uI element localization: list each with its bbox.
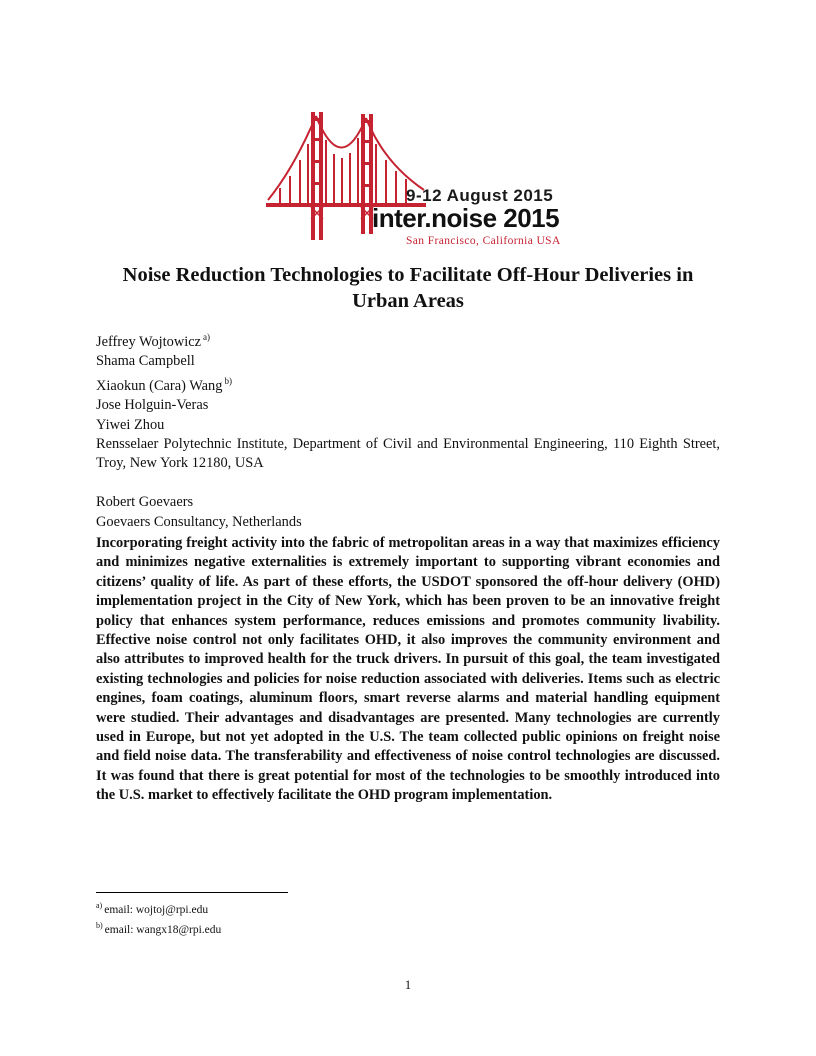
author-name: Robert Goevaers <box>96 494 194 511</box>
author-line <box>96 396 720 415</box>
affiliation: Goevaers Consultancy, Netherlands <box>96 513 302 530</box>
author-name: Jeffrey Wojtowicz <box>96 334 202 350</box>
footnote-mark: b) <box>96 921 103 930</box>
author-line <box>96 352 720 371</box>
author-name: Jose Holguin-Veras <box>96 397 209 414</box>
author-footnote-mark: a) <box>203 332 211 342</box>
author-footnote-mark: b) <box>224 375 232 386</box>
footnote-text: email: wangx18@rpi.edu <box>104 924 222 936</box>
author-name: Xiaokun (Cara) Wang <box>96 377 223 394</box>
author-name: Yiwei Zhou <box>96 416 165 433</box>
conference-date: 9-12 August 2015 <box>406 186 554 205</box>
conference-logo <box>266 108 561 250</box>
conference-name: inter.noise 2015 <box>372 203 560 233</box>
footnote <box>96 918 221 938</box>
footnotes <box>96 898 221 938</box>
footnote-text: email: wojtoj@rpi.edu <box>104 904 209 916</box>
abstract: Incorporating freight activity into the fabric of metropolitan areas in a way that maximizes efficiency and minimizes negative externalities is extremely important to supporting vibrant economies and citizens’ quality of life. As part of these efforts, the USDOT sponsored the off-hour delivery (OHD) implementation project in the City of New York, which has been proven to be an innovative freight policy that enhances system performance, reduces emissions and promotes community livability. Effective noise control not only facilitates OHD, it also improves the community environment and also attributes to improved health for the truck drivers. In pursuit of this goal, the team investigated existing technologies and policies for noise reduction associated with deliveries. Items such as electric engines, foam coatings, aluminum floors, smart reverse alarms and material handling equipment were studied. Their advantages and disadvantages are presented. Many technologies are currently used in Europe, but not yet adopted in the U.S. The team collected public opinions on freight noise and field noise data. The transferability and effectiveness of noise control technologies are discussed. It was found that there is great potential for most of the technologies to be smoothly introduced into the U.S. market to effectively facilitate the OHD program implementation. <box>96 535 720 804</box>
author-line <box>96 493 720 512</box>
footnote-mark: a) <box>96 901 103 910</box>
author-name: Shama Campbell <box>96 353 195 370</box>
author-line <box>96 416 720 435</box>
author-line <box>96 328 720 352</box>
footnote <box>96 898 221 918</box>
author-line <box>96 372 720 396</box>
author-block <box>96 328 720 532</box>
footnote-divider <box>96 892 288 893</box>
affiliation: Rensselaer Polytechnic Institute, Department of Civil and Environmental Engineering, 110 Eighth Street, Troy, New York 12180, USA <box>96 436 720 472</box>
conference-location: San Francisco, California USA <box>406 235 561 247</box>
paper-title: Noise Reduction Technologies to Facilitate Off-Hour Deliveries in Urban Areas <box>122 264 694 312</box>
page-number: 1 <box>404 978 412 992</box>
